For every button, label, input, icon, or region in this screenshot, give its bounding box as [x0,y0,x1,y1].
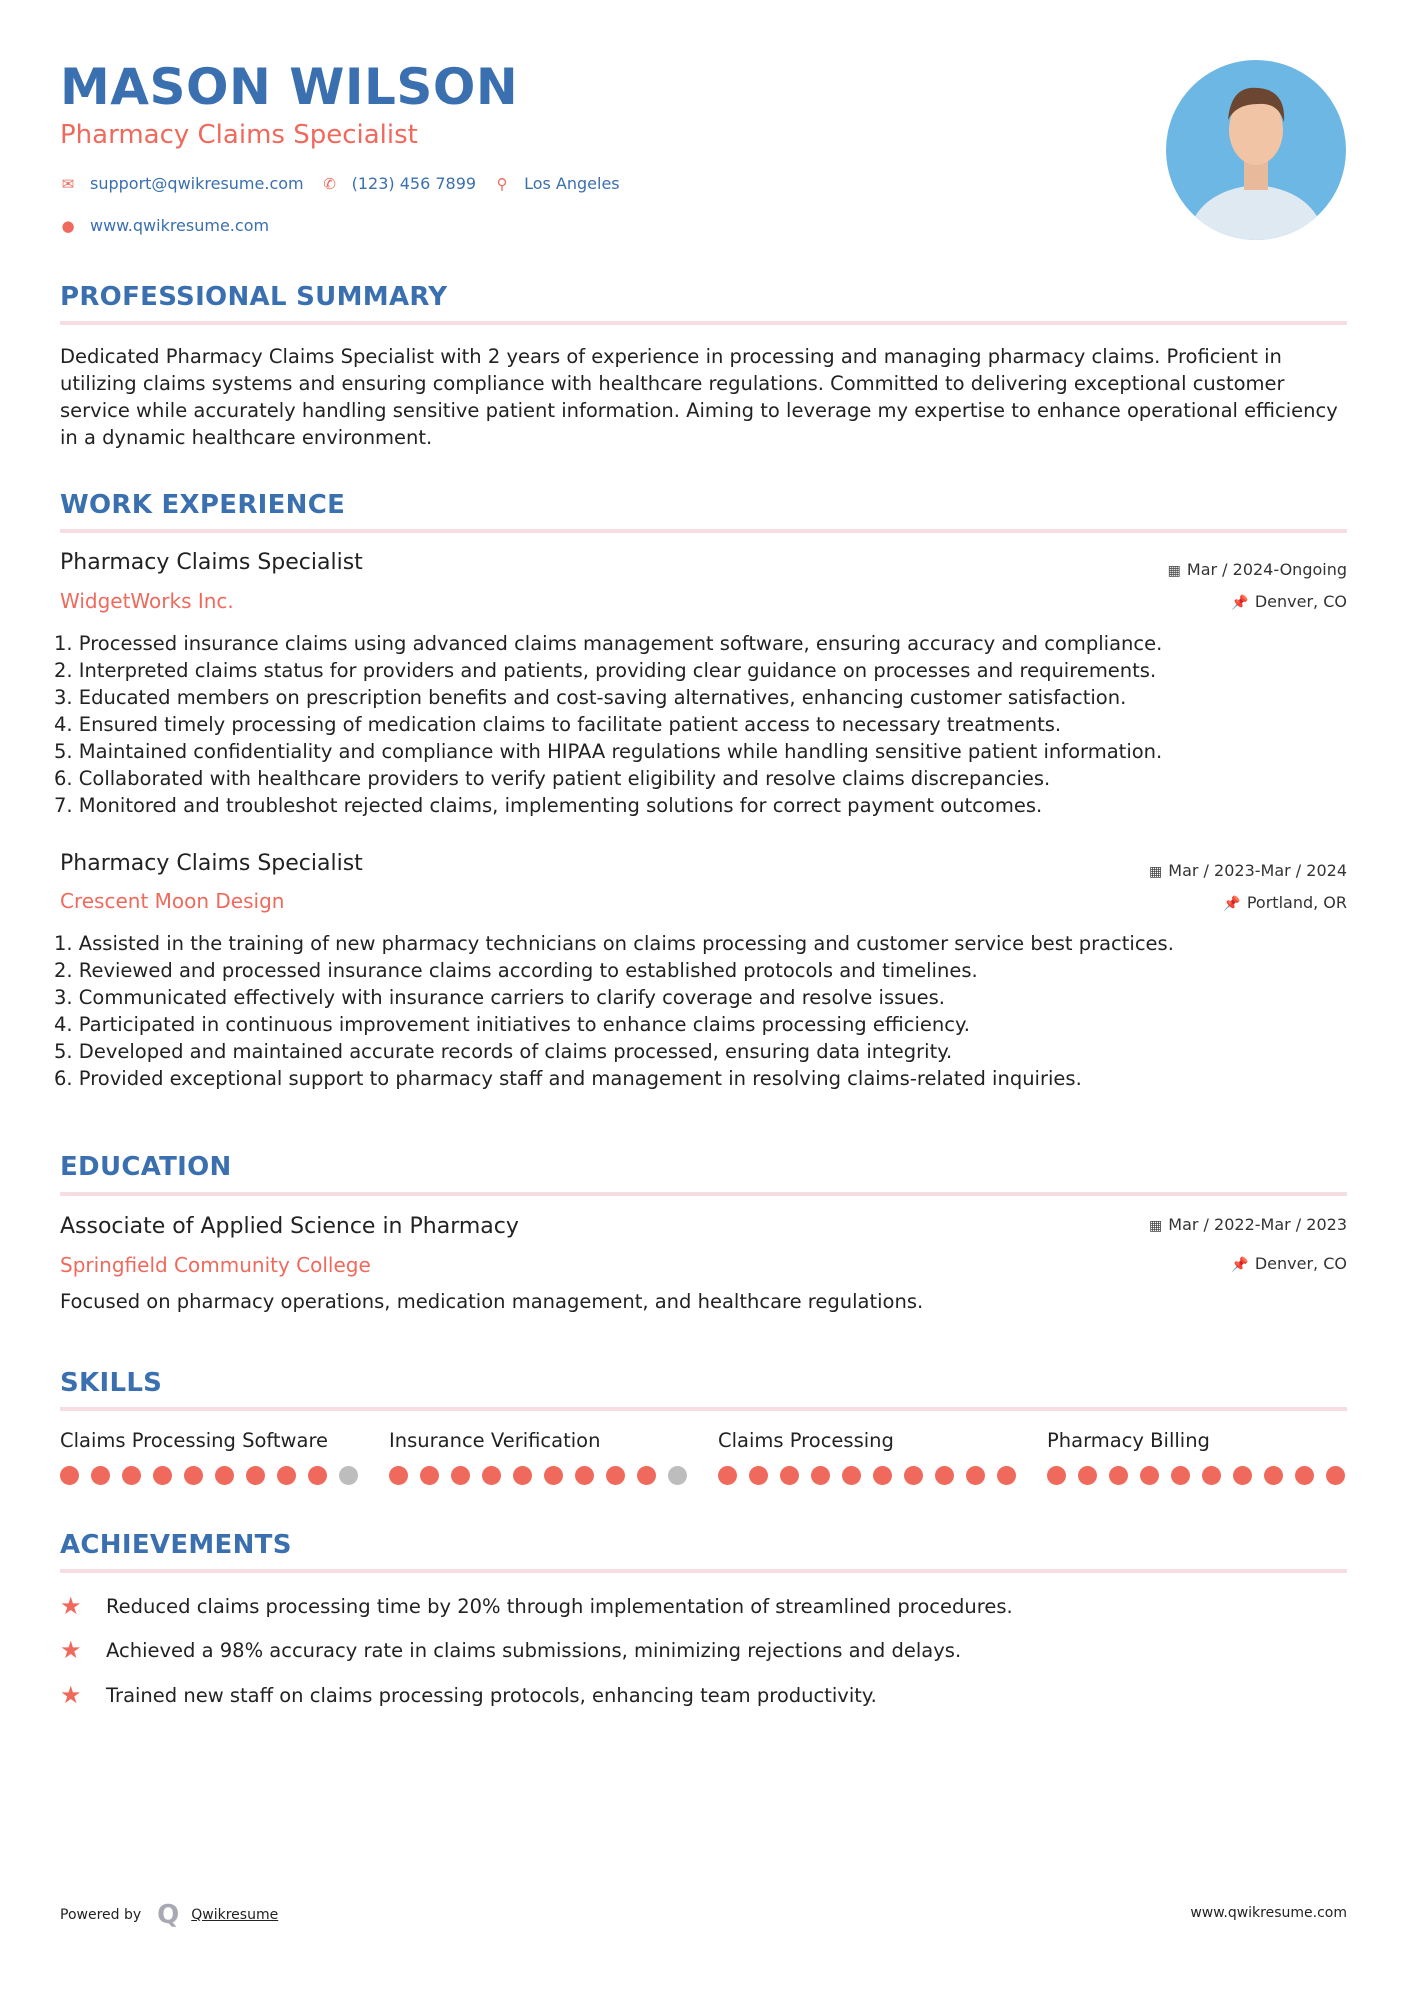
experience-heading: WORK EXPERIENCE [60,490,346,520]
achievement-item [60,1681,877,1709]
section-divider [60,1569,1347,1573]
summary-heading: PROFESSIONAL SUMMARY [60,282,448,312]
rating-dot-filled [544,1466,563,1485]
rating-dot-filled [1171,1466,1190,1485]
skills-heading: SKILLS [60,1368,163,1398]
skill-item [60,1429,360,1485]
rating-dot-filled [1078,1466,1097,1485]
rating-dot-filled [1109,1466,1128,1485]
rating-dot-filled [1047,1466,1066,1485]
list-item: 4. Participated in continuous improvement initiatives to enhance claims processing efficiency. [54,1013,970,1036]
rating-dot-filled [1233,1466,1252,1485]
achievement-text: Achieved a 98% accuracy rate in claims submissions, minimizing rejections and delays. [106,1638,962,1662]
calendar-icon: ▦ [1149,1218,1163,1234]
list-item: 6. Collaborated with healthcare providers to verify patient eligibility and resolve claims discrepancies. [54,767,1051,790]
location-text: Denver, CO [1254,1254,1347,1273]
location-text: Portland, OR [1246,893,1347,912]
list-item: 5. Maintained confidentiality and compliance with HIPAA regulations while handling sensitive patient information. [54,740,1163,763]
globe-icon: ● [61,216,75,235]
job-duties [54,930,1354,1092]
rating-dot-filled [1202,1466,1221,1485]
candidate-name: MASON WILSON [60,58,519,116]
rating-dot-filled [904,1466,923,1485]
job-duties [54,630,1354,819]
rating-dot-filled [513,1466,532,1485]
list-item: 1. Processed insurance claims using advanced claims management software, ensuring accuracy and compliance. [54,632,1163,655]
dates-text: Mar / 2024-Ongoing [1186,560,1347,579]
rating-dot-filled [308,1466,327,1485]
star-icon: ★ [60,1636,82,1664]
section-divider [60,529,1347,533]
rating-dot-filled [60,1466,79,1485]
location-pin-icon: ⚲ [496,174,508,193]
skill-name: Insurance Verification [389,1429,601,1452]
rating-dot-filled [1326,1466,1345,1485]
rating-dot-empty [668,1466,687,1485]
job-dates [1168,560,1347,579]
dates-text: Mar / 2022-Mar / 2023 [1168,1215,1347,1234]
job-title: Pharmacy Claims Specialist [60,550,363,575]
rating-dot-filled [482,1466,501,1485]
skill-rating [1047,1466,1347,1485]
rating-dot-filled [637,1466,656,1485]
section-divider [60,321,1347,325]
achievement-text: Reduced claims processing time by 20% through implementation of streamlined procedures. [106,1594,1013,1618]
list-item: 1. Assisted in the training of new pharmacy technicians on claims processing and customer service best practices. [54,932,1174,955]
rating-dot-filled [215,1466,234,1485]
rating-dot-filled [246,1466,265,1485]
rating-dot-filled [842,1466,861,1485]
email-link[interactable]: support@qwikresume.com [90,174,304,193]
rating-dot-filled [873,1466,892,1485]
rating-dot-filled [606,1466,625,1485]
education-dates [1149,1215,1347,1234]
profile-photo [1166,60,1346,240]
list-item: 4. Ensured timely processing of medication claims to facilitate patient access to necessary treatments. [54,713,1062,736]
skill-rating [389,1466,689,1485]
rating-dot-filled [451,1466,470,1485]
education-description: Focused on pharmacy operations, medication management, and healthcare regulations. [60,1290,924,1313]
section-divider [60,1407,1347,1411]
candidate-title: Pharmacy Claims Specialist [60,120,418,150]
education-heading: EDUCATION [60,1152,232,1182]
skill-name: Claims Processing [718,1429,894,1452]
rating-dot-filled [575,1466,594,1485]
footer-powered-by [60,1900,278,1930]
skill-item [389,1429,689,1485]
rating-dot-filled [1264,1466,1283,1485]
rating-dot-filled [811,1466,830,1485]
pushpin-icon: 📌 [1223,896,1241,912]
location-text: Los Angeles [524,174,620,193]
achievement-item [60,1592,1013,1620]
summary-text: Dedicated Pharmacy Claims Specialist with 2 years of experience in processing and managing pharmacy claims. Proficient in utilizing claims systems and ensuring compliance with healthcare regulations. Committed to delivering exceptional customer service while accurately handling sensitive patient information. Aiming to leverage my expertise to enhance operational efficiency in a dynamic healthcare environment. [60,345,1338,449]
rating-dot-filled [184,1466,203,1485]
company-name: WidgetWorks Inc. [60,589,234,613]
rating-dot-filled [1140,1466,1159,1485]
company-name: Crescent Moon Design [60,889,285,913]
list-item: 6. Provided exceptional support to pharmacy staff and management in resolving claims-related inquiries. [54,1067,1082,1090]
rating-dot-empty [339,1466,358,1485]
job-location [1223,893,1347,912]
education-location [1231,1254,1347,1273]
skill-name: Claims Processing Software [60,1429,329,1452]
list-item: 7. Monitored and troubleshot rejected claims, implementing solutions for correct payment outcomes. [54,794,1043,817]
footer-website[interactable]: www.qwikresume.com [1190,1905,1347,1921]
star-icon: ★ [60,1681,82,1709]
powered-by-text: Powered by [60,1907,142,1923]
rating-dot-filled [91,1466,110,1485]
rating-dot-filled [277,1466,296,1485]
skill-item [1047,1429,1347,1485]
list-item: 3. Educated members on prescription benefits and cost-saving alternatives, enhancing customer satisfaction. [54,686,1127,709]
website-row [60,216,287,235]
job-location [1231,592,1347,611]
pushpin-icon: 📌 [1231,595,1249,611]
rating-dot-filled [749,1466,768,1485]
skills-list [60,1429,1347,1485]
job-dates [1149,861,1347,880]
rating-dot-filled [718,1466,737,1485]
rating-dot-filled [997,1466,1016,1485]
contact-row [60,174,638,193]
achievement-text: Trained new staff on claims processing protocols, enhancing team productivity. [106,1683,877,1707]
achievements-heading: ACHIEVEMENTS [60,1530,292,1560]
degree-name: Associate of Applied Science in Pharmacy [60,1214,519,1239]
brand-link[interactable]: Qwikresume [191,1907,279,1923]
list-item: 2. Interpreted claims status for providers and patients, providing clear guidance on processes and requirements. [54,659,1157,682]
rating-dot-filled [389,1466,408,1485]
phone-text: (123) 456 7899 [351,174,477,193]
email-icon: ✉ [61,174,75,193]
skill-rating [60,1466,360,1485]
rating-dot-filled [122,1466,141,1485]
job-title: Pharmacy Claims Specialist [60,851,363,876]
school-name: Springfield Community College [60,1253,371,1277]
rating-dot-filled [153,1466,172,1485]
section-divider [60,1192,1347,1196]
rating-dot-filled [420,1466,439,1485]
dates-text: Mar / 2023-Mar / 2024 [1168,861,1347,880]
phone-icon: ✆ [323,174,336,193]
list-item: 3. Communicated effectively with insurance carriers to clarify coverage and resolve issues. [54,986,945,1009]
rating-dot-filled [1295,1466,1314,1485]
star-icon: ★ [60,1592,82,1620]
skill-name: Pharmacy Billing [1047,1429,1210,1452]
list-item: 5. Developed and maintained accurate records of claims processed, ensuring data integrity. [54,1040,953,1063]
website-link[interactable]: www.qwikresume.com [90,216,270,235]
achievement-item [60,1636,961,1664]
qwikresume-logo-icon: Q [157,1900,180,1930]
skill-rating [718,1466,1018,1485]
rating-dot-filled [780,1466,799,1485]
rating-dot-filled [935,1466,954,1485]
pushpin-icon: 📌 [1231,1257,1249,1273]
calendar-icon: ▦ [1149,864,1163,880]
calendar-icon: ▦ [1167,563,1181,579]
skill-item [718,1429,1018,1485]
list-item: 2. Reviewed and processed insurance claims according to established protocols and timelines. [54,959,978,982]
location-text: Denver, CO [1254,592,1347,611]
rating-dot-filled [966,1466,985,1485]
